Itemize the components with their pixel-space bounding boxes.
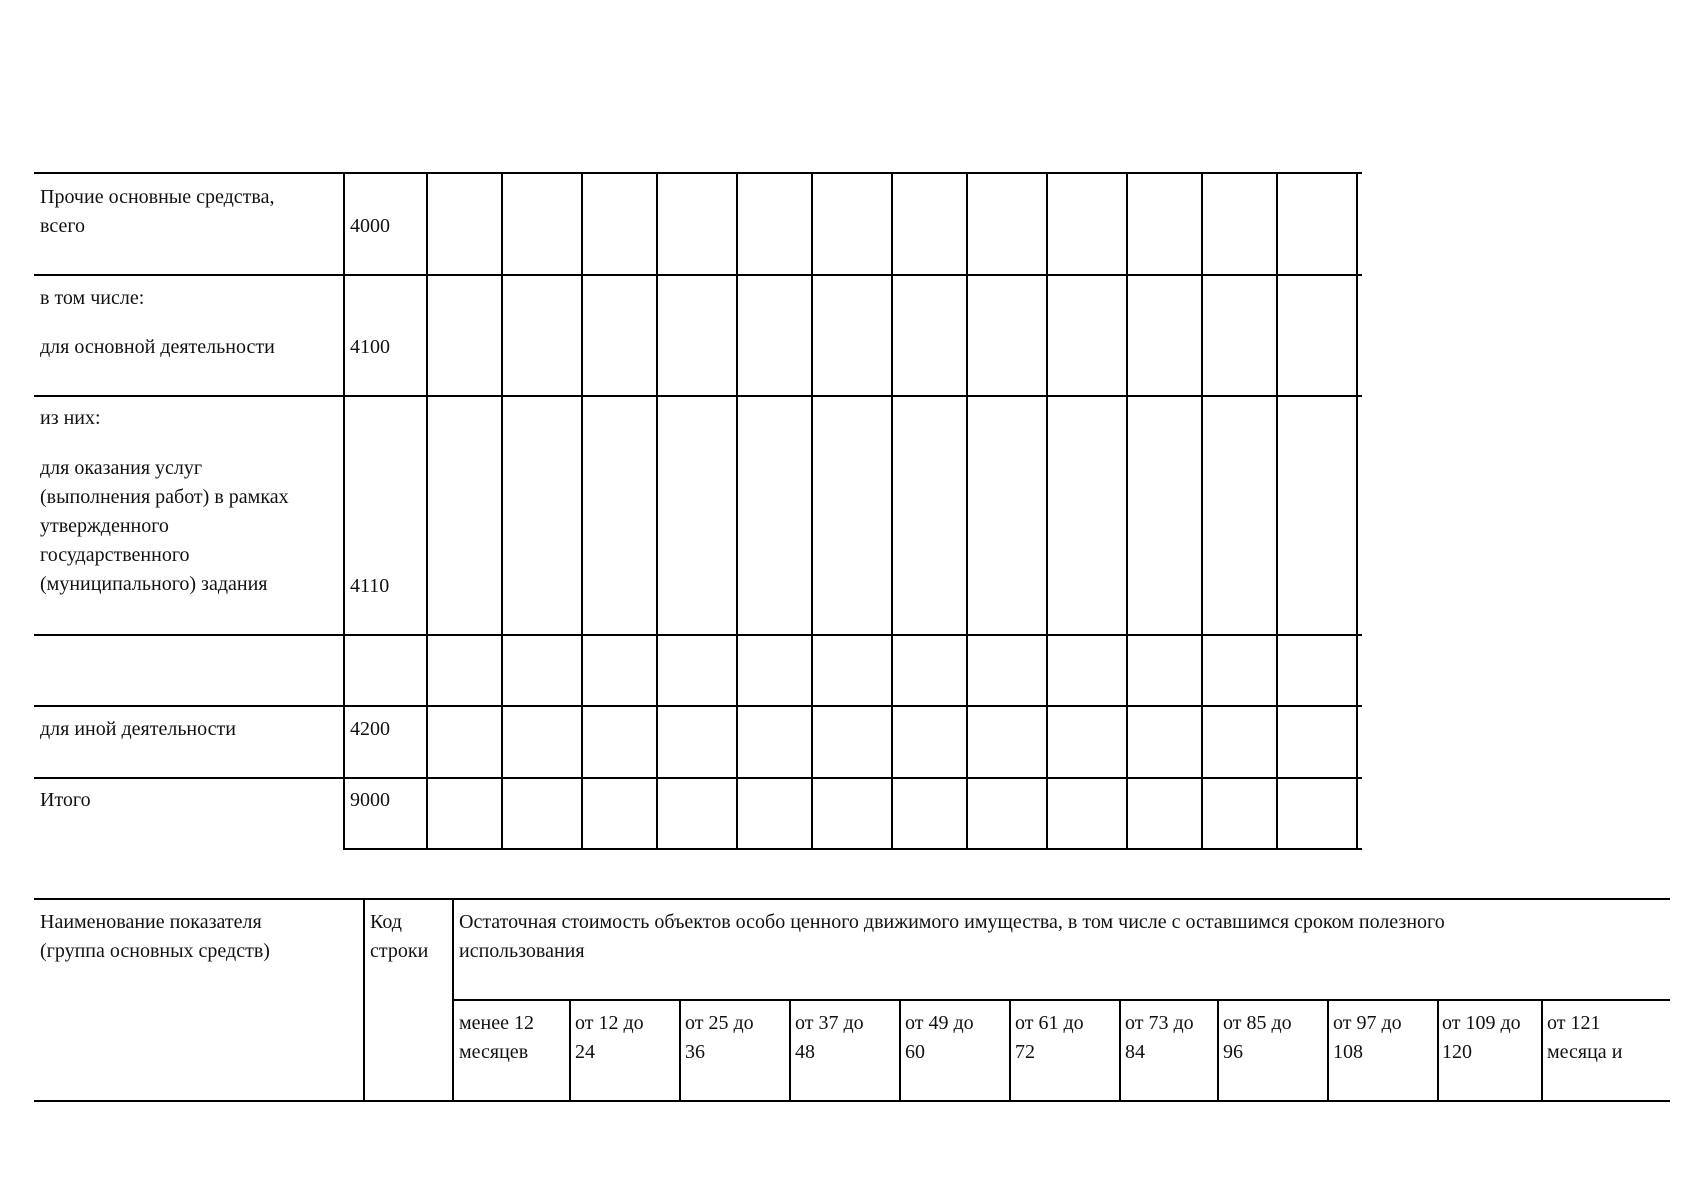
table-line: [656, 172, 658, 849]
table-line: [789, 999, 791, 1101]
table-line: [34, 898, 1670, 900]
row-name: Итого: [40, 789, 91, 811]
table-line: [1046, 172, 1048, 849]
period-header: от 73 до 84: [1125, 1012, 1194, 1063]
table-line: [34, 395, 1362, 397]
row-code: 4110: [350, 575, 390, 597]
table-line: [426, 172, 428, 849]
period-header: от 97 до 108: [1333, 1012, 1402, 1063]
table-line: [569, 999, 571, 1101]
period-header: от 109 до 120: [1442, 1012, 1521, 1063]
table-line: [34, 777, 1362, 779]
table-line: [34, 1100, 1670, 1102]
table-line: [34, 274, 1362, 276]
row-name: в том числе:: [40, 287, 145, 309]
table-line: [679, 999, 681, 1101]
row-code: 4000: [350, 215, 390, 237]
period-header: от 85 до 96: [1223, 1012, 1292, 1063]
table-line: [343, 848, 1362, 850]
table-line: [1119, 999, 1121, 1101]
table-line: [1327, 999, 1329, 1101]
row-subname: для основной деятельности: [40, 336, 275, 358]
row-code: 4100: [350, 336, 390, 358]
table-line: [501, 172, 503, 849]
table-line: [1276, 172, 1278, 849]
table-line: [1009, 999, 1011, 1101]
table-line: [363, 898, 365, 1101]
table-line: [736, 172, 738, 849]
table-line: [891, 172, 893, 849]
table-line: [34, 172, 1362, 174]
row-code: 4200: [350, 718, 390, 740]
table-line: [34, 705, 1362, 707]
header-row-code: Код строки: [370, 911, 429, 962]
period-header: от 49 до 60: [905, 1012, 974, 1063]
row-code: 9000: [350, 789, 390, 811]
table-line: [453, 999, 1670, 1001]
table-line: [811, 172, 813, 849]
table-line: [343, 172, 345, 849]
table-line: [1541, 999, 1543, 1101]
table-line: [1217, 999, 1219, 1101]
table-line: [452, 898, 454, 1101]
row-name: из них:: [40, 407, 101, 429]
row-subname: для оказания услуг (выполнения работ) в рамках утвержденного государственного (муниципального) задания: [40, 457, 289, 595]
period-header: от 121 месяца и: [1547, 1012, 1623, 1063]
table-line: [34, 634, 1362, 636]
table-line: [581, 172, 583, 849]
table-line: [1437, 999, 1439, 1101]
period-header: от 25 до 36: [685, 1012, 754, 1063]
table-line: [899, 999, 901, 1101]
table-line: [1126, 172, 1128, 849]
period-header: от 12 до 24: [575, 1012, 644, 1063]
row-name: Прочие основные средства, всего: [40, 186, 275, 237]
table-line: [966, 172, 968, 849]
table-line: [1356, 172, 1358, 849]
table-line: [1201, 172, 1203, 849]
header-indicator-name: Наименование показателя (группа основных средств): [40, 911, 270, 962]
period-header: от 61 до 72: [1015, 1012, 1084, 1063]
header-residual-value: Остаточная стоимость объектов особо ценного движимого имущества, в том числе с оставшимся сроком полезного использования: [459, 911, 1445, 962]
period-header: менее 12 месяцев: [459, 1012, 534, 1063]
period-header: от 37 до 48: [795, 1012, 864, 1063]
row-name: для иной деятельности: [40, 718, 236, 740]
